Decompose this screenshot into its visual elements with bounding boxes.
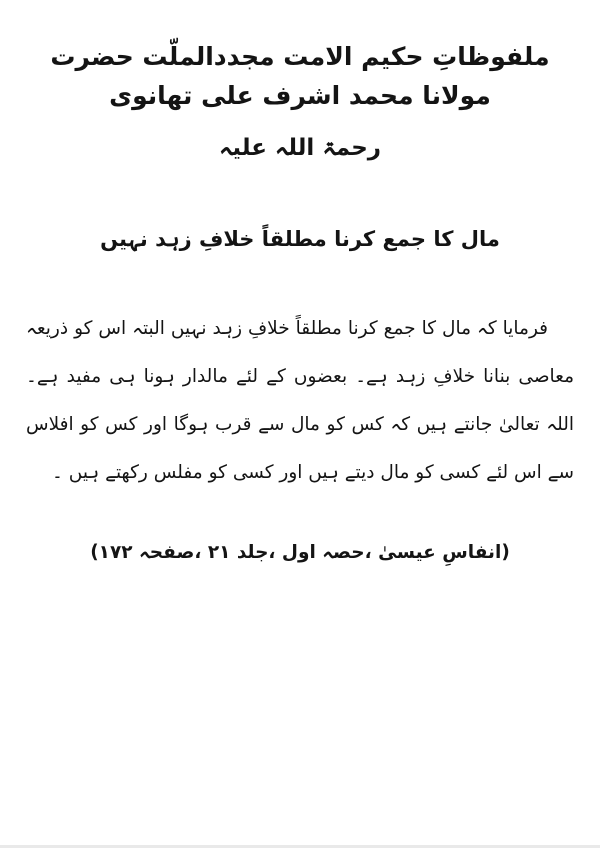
citation-reference: (انفاسِ عیسیٰ ،حصہ اول ،جلد ۲۱ ،صفحہ ۱۷۲) [90, 542, 510, 564]
title-block [0, 0, 600, 163]
body-paragraph: فرمایا کہ مال کا جمع کرنا مطلقاً خلافِ زہد نہیں البتہ اس کو ذریعہ معاصی بنانا خلافِ زہد ہے۔ بعضوں کے لئے مالدار ہونا ہی مفید ہے۔ اللہ تعالیٰ جانتے ہیں کہ کس کو مال سے قرب ہوگا اور کس کو افلاس سے اس لئے کسی کو مال دیتے ہیں اور کسی کو مفلس رکھتے ہیں ۔ [26, 317, 574, 484]
document-title: ملفوظاتِ حکیم الامت مجددالملّت حضرت مولانا محمد اشرف علی تھانوی [50, 42, 550, 110]
blank-footer [0, 585, 600, 845]
honorific-line: رحمۃ اللہ علیہ [218, 134, 382, 161]
section-heading: مال کا جمع کرنا مطلقاً خلافِ زہد نہیں [100, 227, 500, 252]
